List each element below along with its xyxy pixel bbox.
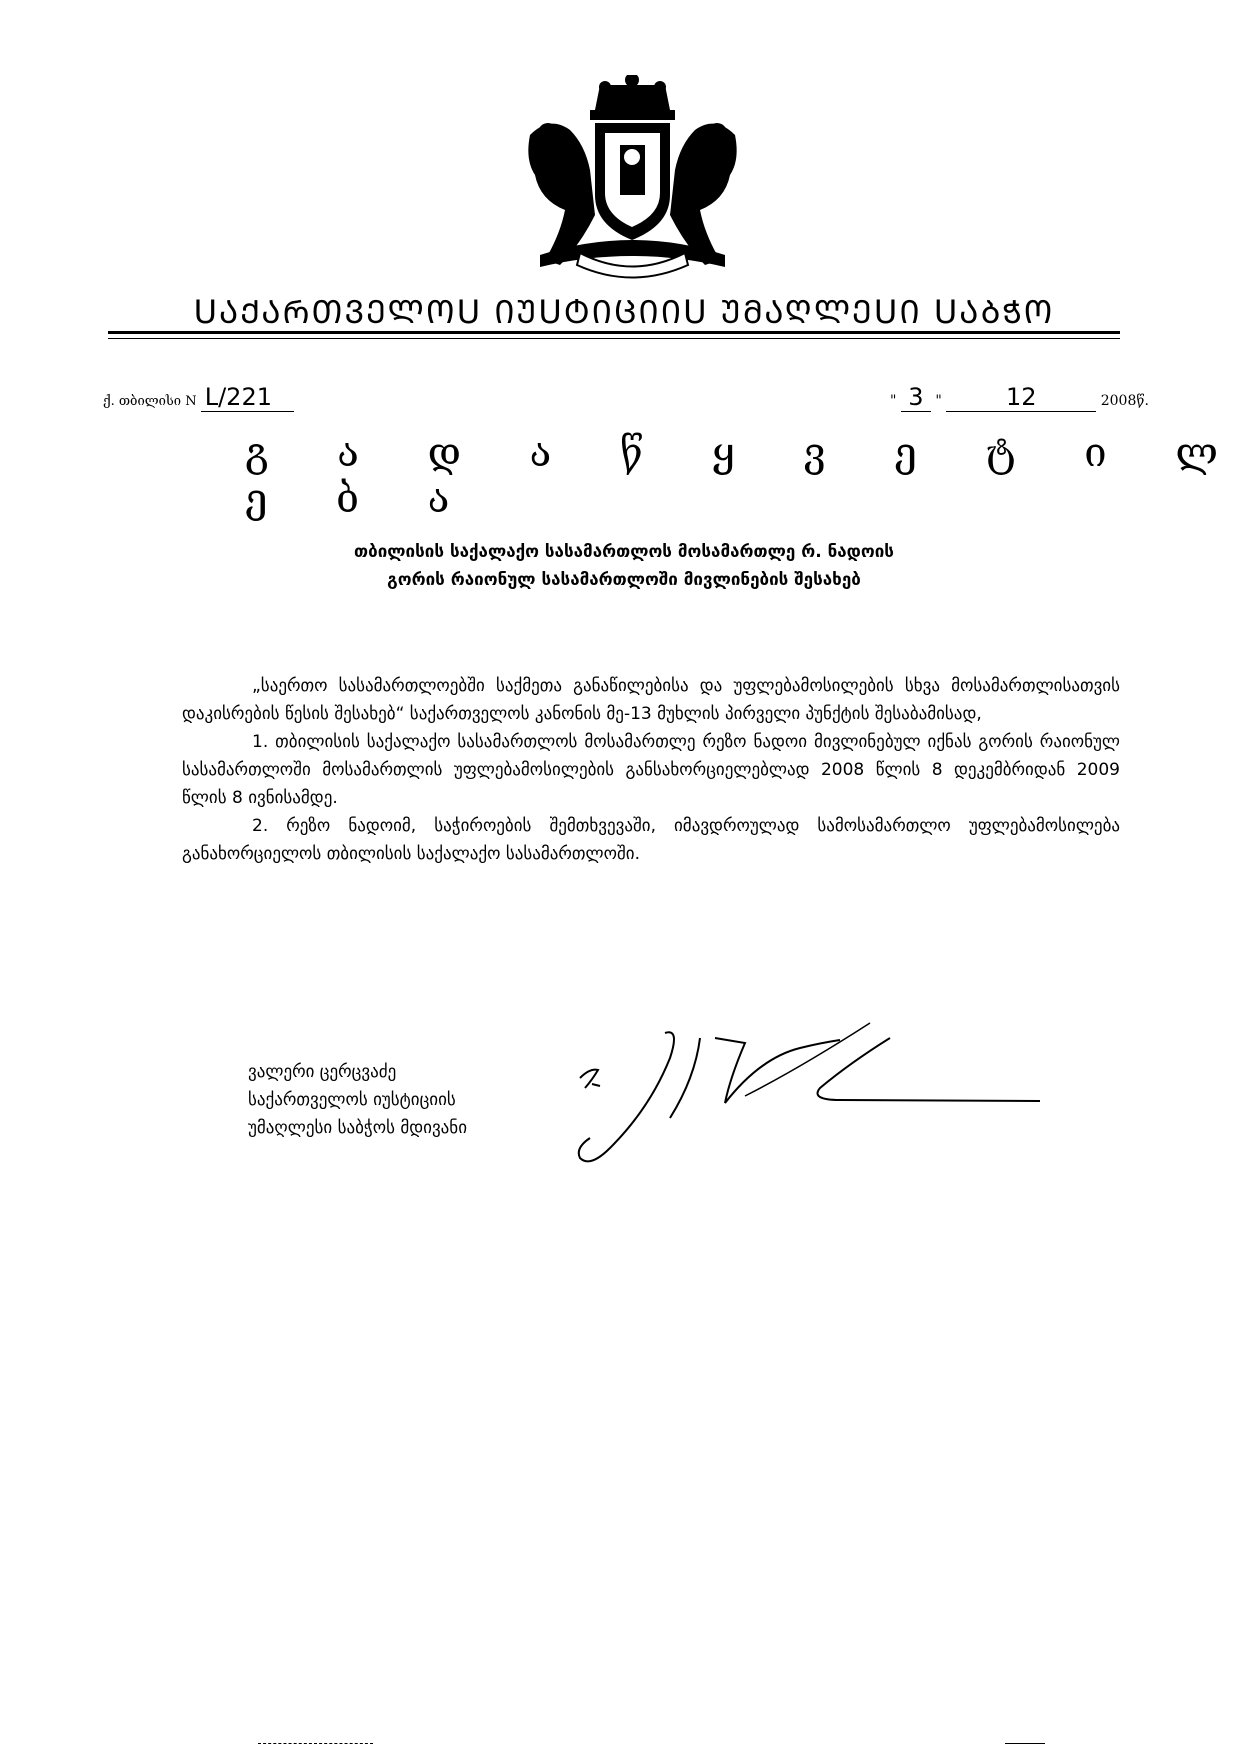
number-value: L/221 — [201, 383, 294, 412]
date-day: 3 — [901, 383, 931, 412]
header-divider-thin — [108, 338, 1120, 339]
document-date — [890, 383, 1149, 412]
document-type-heading: გ ა დ ა წ ყ ვ ე ტ ი ლ ე ბ ა — [245, 430, 1246, 522]
paragraph-preamble: „საერთო სასამართლოებში საქმეთა განაწილებისა და უფლებამოსილების სხვა მოსამართლისათვის დაკისრების წესის შესახებ“ საქართველოს კანონის მე-13 მუხლის პირველი პუნქტის შესაბამისად, — [182, 676, 1120, 724]
date-open-quote: " — [890, 393, 897, 409]
footer-mark-left — [258, 1743, 373, 1744]
subject-line-1: თბილისის საქალაქო სასამართლოს მოსამართლე რ. ნადოის — [354, 542, 894, 562]
signer-name: ვალერი ცერცვაძე — [248, 1062, 397, 1082]
paragraph-item-2: 2. რეზო ნადოიმ, საჭიროების შემთხვევაში, იმავდროულად სამოსამართლო უფლებამოსილება განახორციელოს თბილისის საქალაქო სასამართლოში. — [182, 816, 1120, 864]
subject-line-2: გორის რაიონულ სასამართლოში მივლინების შესახებ — [387, 570, 861, 590]
handwritten-signature — [570, 1018, 1110, 1178]
document-body — [182, 672, 1120, 868]
signer-title-2: უმაღლესი საბჭოს მდივანი — [248, 1118, 467, 1138]
document-subject — [0, 538, 1248, 594]
footer-mark-right — [1005, 1743, 1045, 1744]
signer-block — [248, 1058, 467, 1142]
date-month: 12 — [946, 383, 1096, 412]
coat-of-arms-icon — [510, 75, 755, 285]
paragraph-item-1: 1. თბილისის საქალაქო სასამართლოს მოსამართლე რეზო ნადოი მივლინებულ იქნას გორის რაიონულ სასამართლოში მოსამართლის უფლებამოსილების განსახორციელებლად 2008 წლის 8 დეკემბრიდან 2009 წლის 8 ივნისამდე. — [182, 732, 1120, 808]
header-divider — [108, 331, 1120, 334]
date-close-quote: " — [935, 393, 942, 409]
date-year: 2008წ. — [1100, 393, 1149, 409]
number-label: ქ. თბილისი N — [103, 394, 197, 409]
document-number — [103, 383, 294, 412]
signer-title-1: საქართველოს იუსტიციის — [248, 1090, 456, 1110]
organization-title: ՍᲐᲥᲐᲠᲗᲕᲔᲚᲝՍ ᲘᲣՍᲢᲘᲪᲘᲘՍ ᲣᲛᲐᲦᲚᲔՍᲘ ՍᲐᲑᲭᲝ — [193, 293, 1055, 331]
